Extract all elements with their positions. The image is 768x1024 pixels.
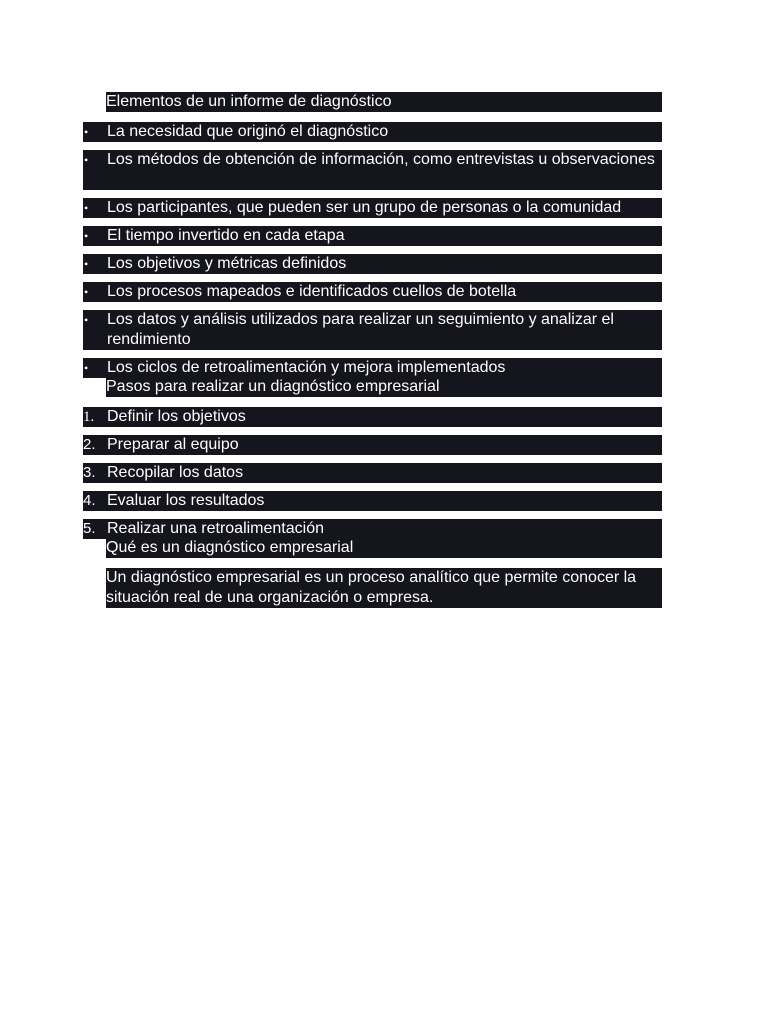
list-item [83, 358, 662, 378]
list-item-text: Preparar al equipo [107, 436, 239, 453]
list-item-text: La necesidad que originó el diagnóstico [107, 123, 389, 140]
section-heading-elementos: Elementos de un informe de diagnóstico [106, 92, 662, 112]
list-item-text: Los ciclos de retroalimentación y mejora implementados [107, 359, 506, 376]
list-item-text: Los objetivos y métricas definidos [107, 255, 347, 272]
list-item [83, 226, 662, 246]
bullet-icon: • [84, 313, 89, 327]
bullet-icon: • [84, 201, 89, 215]
list-item-text: Los métodos de obtención de información, como entrevistas u observaciones [107, 151, 655, 168]
bullet-icon: • [84, 229, 89, 243]
list-number: 5. [83, 520, 96, 537]
list-number: 2. [83, 436, 96, 453]
list-item-text: El tiempo invertido en cada etapa [107, 227, 345, 244]
list-number: 3. [83, 464, 96, 481]
bullet-list-elementos [83, 122, 662, 378]
list-item-text: Los participantes, que pueden ser un grupo de personas o la comunidad [107, 199, 622, 216]
bullet-icon: • [84, 125, 89, 139]
list-item [83, 435, 662, 455]
list-item [83, 198, 662, 218]
list-item [83, 310, 662, 350]
section-heading-pasos: Pasos para realizar un diagnóstico empresarial [106, 377, 662, 397]
bullet-icon: • [84, 285, 89, 299]
list-item [83, 519, 662, 539]
list-item-text: Realizar una retroalimentación [107, 520, 324, 537]
bullet-icon: • [84, 153, 89, 167]
list-item [83, 282, 662, 302]
list-item [83, 407, 662, 427]
list-number: 4. [83, 492, 96, 509]
list-item [83, 122, 662, 142]
bullet-icon: • [84, 257, 89, 271]
section-heading-que-es: Qué es un diagnóstico empresarial [106, 538, 662, 558]
list-number: 1. [83, 409, 95, 425]
list-item-text: Los procesos mapeados e identificados cuellos de botella [107, 283, 517, 300]
list-item-text: Definir los objetivos [107, 408, 246, 425]
list-item [83, 463, 662, 483]
list-item-text: Los datos y análisis utilizados para realizar un seguimiento y analizar el rendimiento [107, 311, 614, 348]
numbered-list-pasos [83, 407, 662, 539]
bullet-icon: • [84, 361, 89, 375]
list-item [83, 254, 662, 274]
list-item-text: Recopilar los datos [107, 464, 244, 481]
list-item [83, 150, 662, 190]
list-item-text: Evaluar los resultados [107, 492, 265, 509]
definition-paragraph: Un diagnóstico empresarial es un proceso analítico que permite conocer la situación real de una organización o empresa. [106, 568, 662, 608]
list-item [83, 491, 662, 511]
